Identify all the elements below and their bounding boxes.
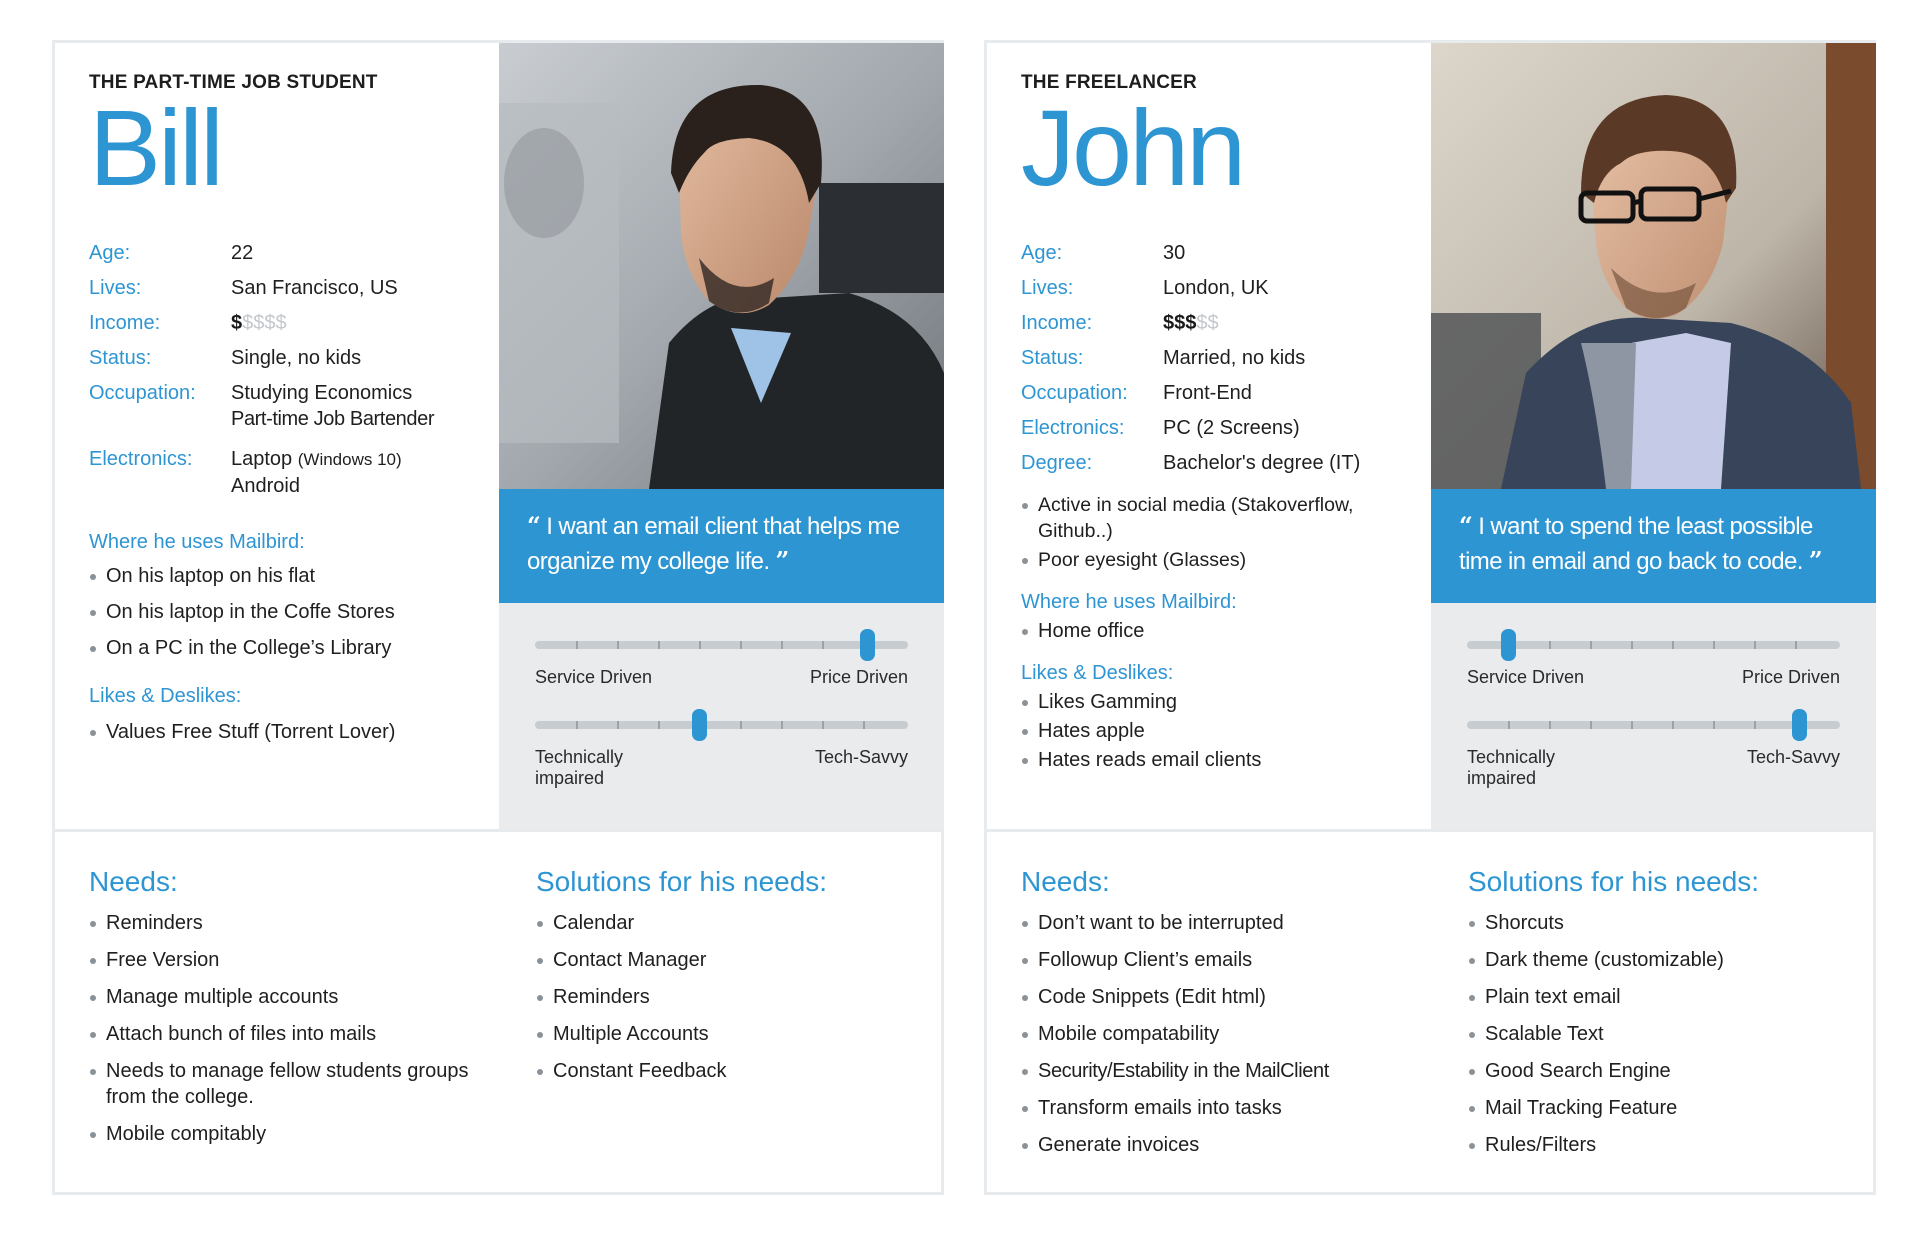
list-item: Mobile compatability bbox=[1021, 1021, 1431, 1047]
fact-age bbox=[1021, 240, 1397, 266]
portrait-image bbox=[499, 43, 944, 489]
list-item: Hates apple bbox=[1021, 718, 1397, 744]
list-item: Scalable Text bbox=[1468, 1021, 1878, 1047]
persona-name: John bbox=[1021, 87, 1244, 208]
fact-electronics bbox=[89, 446, 465, 499]
list-item: Good Search Engine bbox=[1468, 1058, 1878, 1084]
fact-label: Age: bbox=[89, 242, 131, 264]
traits-list bbox=[1021, 492, 1397, 573]
slider-right-label: Tech-Savvy bbox=[1746, 747, 1840, 767]
list-item: Needs to manage fellow students groups from the college. bbox=[89, 1058, 499, 1110]
list-item: Free Version bbox=[89, 947, 499, 973]
uses-title: Where he uses Mailbird: bbox=[89, 531, 305, 553]
list-item: Hates reads email clients bbox=[1021, 747, 1397, 773]
occupation-line: Studying Economics bbox=[231, 382, 413, 404]
income-active: $ bbox=[231, 312, 243, 334]
fact-age bbox=[89, 240, 465, 266]
list-item: Security/Estability in the MailClient bbox=[1021, 1058, 1431, 1084]
list-item: On a PC in the College’s Library bbox=[89, 635, 465, 661]
fact-value: 22 bbox=[231, 242, 254, 264]
needs-title: Needs: bbox=[89, 866, 178, 897]
uses-title: Where he uses Mailbird: bbox=[1021, 591, 1237, 613]
occupation-line: Part-time Job Bartender bbox=[231, 408, 435, 430]
persona-role: THE PART-TIME JOB STUDENT bbox=[89, 72, 378, 93]
slider-track bbox=[535, 641, 908, 649]
likes-list bbox=[1021, 689, 1397, 773]
electronics-line: Laptop bbox=[231, 448, 293, 470]
list-item: Shorcuts bbox=[1468, 910, 1878, 936]
fact-value bbox=[231, 380, 434, 432]
portrait-image bbox=[1431, 43, 1876, 489]
open-quote-icon: “ bbox=[527, 511, 541, 540]
slider-track bbox=[1467, 721, 1840, 729]
list-item: Attach bunch of files into mails bbox=[89, 1021, 499, 1047]
fact-value bbox=[231, 446, 402, 499]
slider-left-label: Technically impaired bbox=[535, 747, 624, 788]
list-item: Manage multiple accounts bbox=[89, 984, 499, 1010]
quote-text: I want to spend the least possible time in email and go back to code. bbox=[1459, 513, 1813, 575]
slider-left-label: Service Driven bbox=[1467, 667, 1585, 687]
persona-facts bbox=[89, 240, 465, 499]
list-item: Plain text email bbox=[1468, 984, 1878, 1010]
list-item: Calendar bbox=[536, 910, 946, 936]
solutions-column bbox=[1468, 832, 1878, 1158]
fact-electronics bbox=[1021, 415, 1397, 441]
income-inactive: $$$$ bbox=[242, 312, 287, 334]
list-item: Rules/Filters bbox=[1468, 1132, 1878, 1158]
needs-list bbox=[89, 910, 499, 1147]
fact-label: Status: bbox=[1021, 347, 1084, 369]
fact-value: Front-End bbox=[1163, 382, 1252, 404]
list-item: Reminders bbox=[536, 984, 946, 1010]
fact-label: Status: bbox=[89, 347, 152, 369]
slider-track bbox=[535, 721, 908, 729]
fact-label: Occupation: bbox=[1021, 382, 1128, 404]
close-quote-icon: ” bbox=[775, 546, 789, 575]
list-item: Constant Feedback bbox=[536, 1058, 946, 1084]
persona-photo bbox=[1431, 43, 1876, 489]
fact-label: Income: bbox=[89, 312, 161, 334]
slider-thumb[interactable] bbox=[1792, 709, 1807, 741]
slider-thumb[interactable] bbox=[1501, 629, 1516, 661]
income-rating bbox=[1163, 310, 1219, 336]
fact-label: Electronics: bbox=[89, 448, 193, 470]
fact-occupation bbox=[1021, 380, 1397, 406]
fact-label: Lives: bbox=[1021, 277, 1074, 299]
list-item: Generate invoices bbox=[1021, 1132, 1431, 1158]
fact-value: San Francisco, US bbox=[231, 277, 398, 299]
slider-right-label: Tech-Savvy bbox=[814, 747, 908, 767]
list-item: Transform emails into tasks bbox=[1021, 1095, 1431, 1121]
electronics-line: Android bbox=[231, 475, 300, 497]
slider-service-price bbox=[535, 641, 908, 688]
solutions-column bbox=[536, 832, 946, 1084]
list-item: Multiple Accounts bbox=[536, 1021, 946, 1047]
slider-left-label: Technically impaired bbox=[1467, 747, 1556, 788]
list-item: Don’t want to be interrupted bbox=[1021, 910, 1431, 936]
persona-name: Bill bbox=[89, 87, 222, 208]
solutions-title: Solutions for his needs: bbox=[536, 866, 828, 897]
fact-label: Income: bbox=[1021, 312, 1093, 334]
solutions-list bbox=[536, 910, 946, 1084]
income-active: $$$ bbox=[1163, 312, 1197, 334]
electronics-sub: (Windows 10) bbox=[297, 450, 402, 469]
list-item: Home office bbox=[1021, 618, 1397, 644]
slider-tech-level bbox=[535, 721, 908, 789]
solutions-list bbox=[1468, 910, 1878, 1158]
list-item: Values Free Stuff (Torrent Lover) bbox=[89, 719, 465, 745]
slider-thumb[interactable] bbox=[860, 629, 875, 661]
likes-title: Likes & Deslikes: bbox=[1021, 662, 1174, 684]
fact-label: Occupation: bbox=[89, 382, 196, 404]
list-item: Reminders bbox=[89, 910, 499, 936]
slider-right-label: Price Driven bbox=[1741, 667, 1840, 687]
fact-label: Degree: bbox=[1021, 452, 1093, 474]
list-item: Followup Client’s emails bbox=[1021, 947, 1431, 973]
open-quote-icon: “ bbox=[1459, 511, 1473, 540]
persona-sliders bbox=[499, 603, 944, 829]
income-inactive: $$ bbox=[1196, 312, 1219, 334]
list-item: On his laptop on his flat bbox=[89, 563, 465, 589]
needs-column bbox=[89, 832, 499, 1147]
income-rating bbox=[231, 310, 287, 336]
persona-role: THE FREELANCER bbox=[1021, 72, 1197, 93]
persona-sliders bbox=[1431, 603, 1876, 829]
list-item: Mobile compitably bbox=[89, 1121, 499, 1147]
solutions-title: Solutions for his needs: bbox=[1468, 866, 1760, 897]
fact-value: Bachelor's degree (IT) bbox=[1163, 452, 1361, 474]
fact-degree bbox=[1021, 450, 1397, 476]
list-item: Contact Manager bbox=[536, 947, 946, 973]
list-item: Dark theme (customizable) bbox=[1468, 947, 1878, 973]
fact-value: PC (2 Screens) bbox=[1163, 417, 1300, 439]
persona-card-john bbox=[984, 40, 1876, 1195]
list-item: Likes Gamming bbox=[1021, 689, 1397, 715]
slider-track bbox=[1467, 641, 1840, 649]
slider-tech-level bbox=[1467, 721, 1840, 789]
needs-title: Needs: bbox=[1021, 866, 1110, 897]
fact-label: Electronics: bbox=[1021, 417, 1125, 439]
persona-quote bbox=[1431, 489, 1876, 603]
needs-list bbox=[1021, 910, 1431, 1158]
persona-info bbox=[987, 43, 1431, 829]
fact-income bbox=[89, 310, 465, 336]
list-item: Code Snippets (Edit html) bbox=[1021, 984, 1431, 1010]
needs-column bbox=[1021, 832, 1431, 1158]
fact-lives bbox=[89, 275, 465, 301]
fact-label: Lives: bbox=[89, 277, 142, 299]
fact-status bbox=[1021, 345, 1397, 371]
list-item: Mail Tracking Feature bbox=[1468, 1095, 1878, 1121]
fact-lives bbox=[1021, 275, 1397, 301]
persona-info bbox=[55, 43, 499, 829]
fact-status bbox=[89, 345, 465, 371]
fact-value: Married, no kids bbox=[1163, 347, 1306, 369]
slider-right-label: Price Driven bbox=[809, 667, 908, 687]
fact-label: Age: bbox=[1021, 242, 1063, 264]
likes-list bbox=[89, 719, 465, 745]
likes-title: Likes & Deslikes: bbox=[89, 685, 242, 707]
persona-quote bbox=[499, 489, 944, 603]
list-item: On his laptop in the Coffe Stores bbox=[89, 599, 465, 625]
persona-card-bill bbox=[52, 40, 944, 1195]
close-quote-icon: ” bbox=[1808, 546, 1823, 575]
uses-list bbox=[89, 563, 465, 661]
slider-left-label: Service Driven bbox=[535, 667, 653, 687]
fact-value: 30 bbox=[1163, 242, 1186, 264]
persona-facts bbox=[1021, 240, 1397, 476]
slider-service-price bbox=[1467, 641, 1840, 688]
uses-list bbox=[1021, 618, 1397, 644]
quote-text: I want an email client that helps me organize my college life. bbox=[527, 513, 900, 575]
list-item: Poor eyesight (Glasses) bbox=[1021, 547, 1397, 573]
fact-value: London, UK bbox=[1163, 277, 1269, 299]
fact-income bbox=[1021, 310, 1397, 336]
fact-occupation bbox=[89, 380, 465, 432]
persona-photo bbox=[499, 43, 944, 489]
slider-thumb[interactable] bbox=[692, 709, 707, 741]
list-item: Active in social media (Stakoverflow, Github..) bbox=[1021, 492, 1397, 544]
fact-value: Single, no kids bbox=[231, 347, 362, 369]
